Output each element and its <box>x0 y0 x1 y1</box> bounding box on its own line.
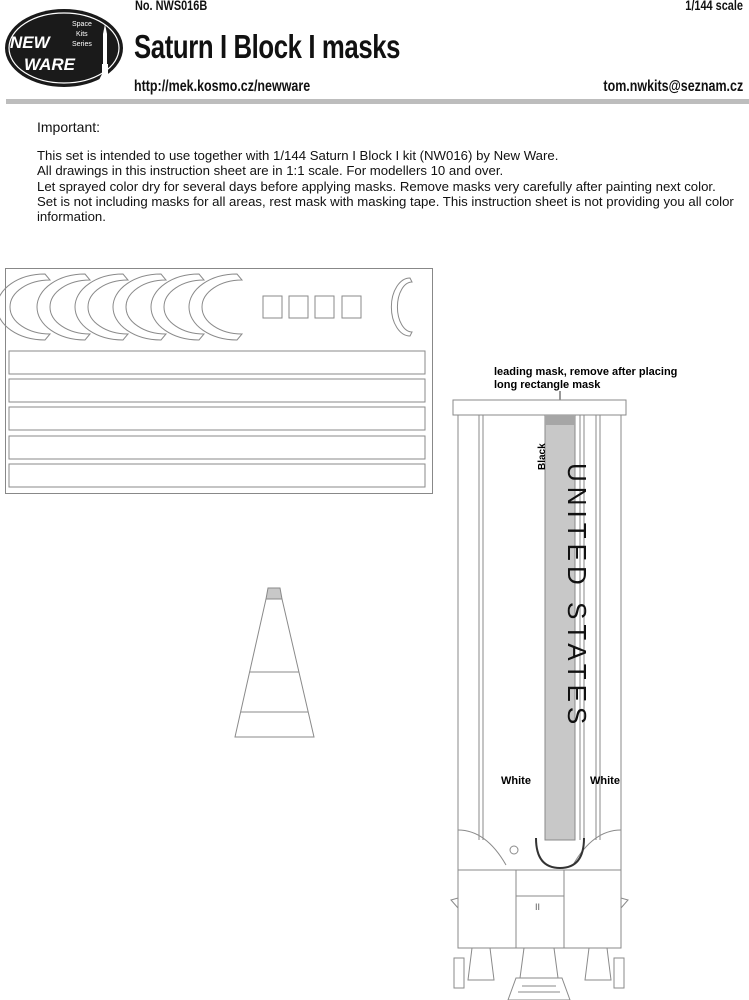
logo-text-kits: Kits <box>76 31 88 38</box>
logo-text-space: Space <box>72 21 92 28</box>
white-label-right: White <box>590 775 620 787</box>
stripe-masks <box>9 351 425 487</box>
nose-cone-mask <box>232 585 318 740</box>
callout-line-2: long rectangle mask <box>494 379 601 391</box>
logo-text-series: Series <box>72 41 92 48</box>
new-ware-logo <box>4 8 124 88</box>
instruction-line: Set is not including masks for all areas, rest mask with masking tape. This instruction sheet is not providing you all color information. <box>37 193 734 225</box>
mask-sheet <box>5 268 433 494</box>
stripe-text: UNITED STATES <box>562 463 592 730</box>
header-divider <box>6 99 749 104</box>
scale-label: 1/144 scale <box>685 0 743 13</box>
page-title: Saturn I Block I masks <box>134 28 401 65</box>
logo-text-ware: WARE <box>24 55 75 74</box>
white-label-left: White <box>501 775 531 787</box>
instruction-text <box>37 148 737 224</box>
important-heading: Important: <box>37 119 101 135</box>
black-label: Black <box>537 443 548 470</box>
contact-email: tom.nwkits@seznam.cz <box>603 78 743 95</box>
instruction-line: All drawings in this instruction sheet are in 1:1 scale. For modellers 10 and over. <box>37 163 504 179</box>
callout-line-1: leading mask, remove after placing <box>494 366 678 378</box>
product-number: No. NWS016B <box>135 0 208 13</box>
engine-mark: II <box>535 902 541 912</box>
instruction-line: This set is intended to use together with 1/144 Saturn I Block I kit (NW016) by New Ware. <box>37 148 559 163</box>
rocket-diagram <box>446 360 678 1000</box>
engine-cluster <box>454 948 624 1000</box>
instruction-line: Let sprayed color dry for several days before applying masks. Remove masks very carefully after painting next color. <box>37 178 716 194</box>
logo-text-new: NEW <box>10 33 50 52</box>
website-url: http://mek.kosmo.cz/newware <box>134 78 311 95</box>
